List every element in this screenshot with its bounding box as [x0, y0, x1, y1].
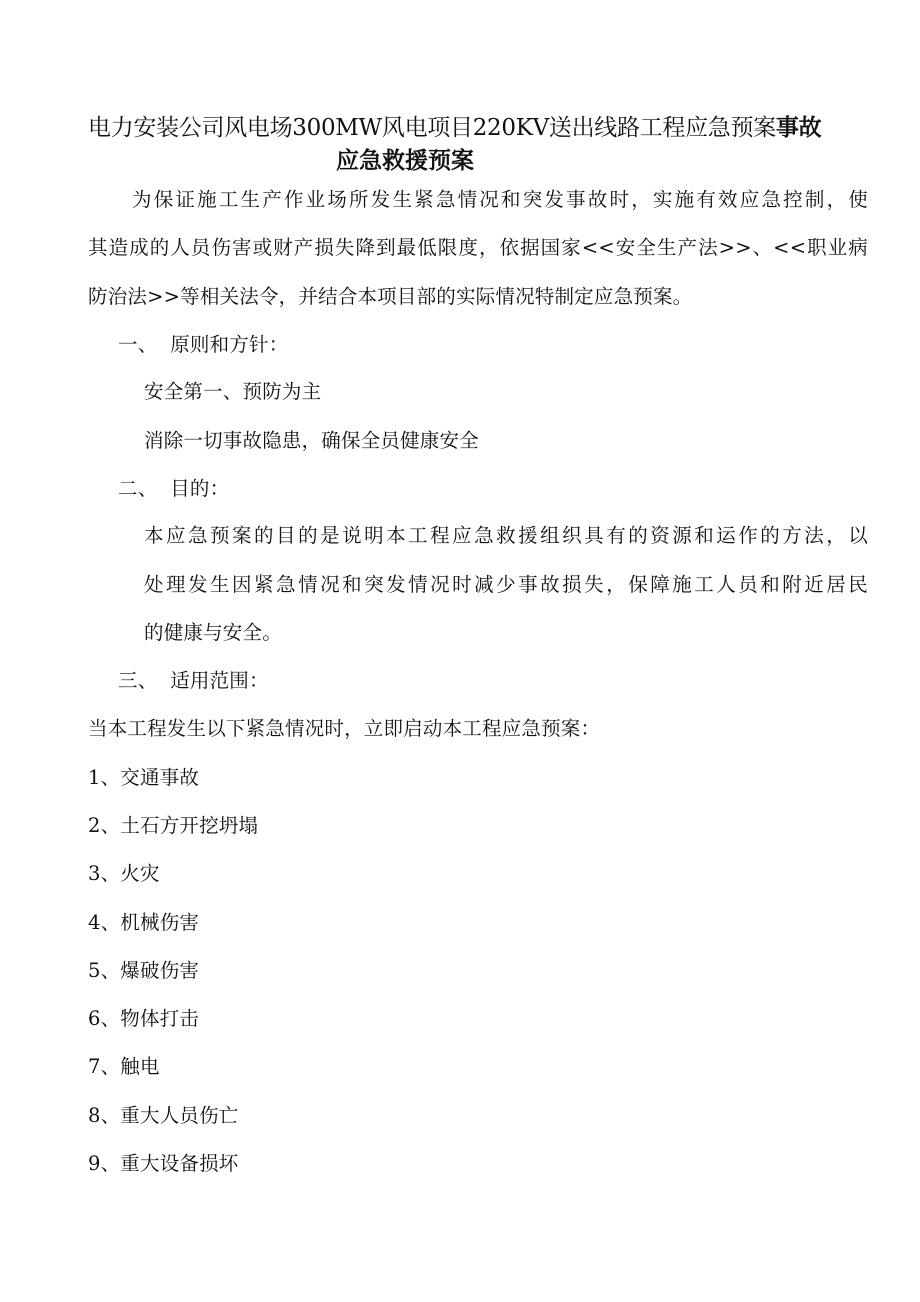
list-item: 2、土石方开挖坍塌: [88, 814, 259, 837]
section2-heading: 二、 目的：: [118, 477, 230, 500]
title-normal-text: 电力安装公司风电场300MW风电项目220KV送出线路工程应急预案: [88, 115, 776, 141]
title-bold-text: 事故: [775, 114, 822, 141]
document-title-line2: 应急救援预案: [336, 147, 474, 174]
section1-item-1: 安全第一、预防为主: [144, 380, 322, 403]
list-item: 8、重大人员伤亡: [88, 1104, 239, 1127]
section1-item-2: 消除一切事故隐患，确保全员健康安全: [144, 429, 479, 452]
list-item: 9、重大设备损坏: [88, 1152, 239, 1175]
intro-paragraph-line3: 防治法>>等相关法令，并结合本项目部的实际情况特制定应急预案。: [88, 285, 693, 308]
list-item: 3、火灾: [88, 862, 160, 885]
section2-paragraph-line2: 处理发生因紧急情况和突发情况时减少事故损失，保障施工人员和附近居民: [144, 573, 868, 596]
list-item: 6、物体打击: [88, 1007, 200, 1030]
section3-lead: 当本工程发生以下紧急情况时，立即启动本工程应急预案：: [88, 717, 601, 740]
section1-heading: 一、 原则和方针：: [118, 333, 289, 356]
intro-paragraph-line1: 为保证施工生产作业场所发生紧急情况和突发事故时，实施有效应急控制，使: [132, 188, 868, 211]
list-item: 1、交通事故: [88, 766, 200, 789]
section2-paragraph-line3: 的健康与安全。: [144, 621, 282, 644]
document-title: [88, 110, 878, 146]
list-item: 5、爆破伤害: [88, 959, 200, 982]
intro-paragraph-line2: 其造成的人员伤害或财产损失降到最低限度，依据国家<<安全生产法>>、<<职业病: [88, 236, 868, 259]
list-item: 4、机械伤害: [88, 911, 200, 934]
section3-heading: 三、 适用范围：: [118, 669, 269, 692]
section2-paragraph-line1: 本应急预案的目的是说明本工程应急救援组织具有的资源和运作的方法，以: [144, 524, 868, 547]
list-item: 7、触电: [88, 1055, 160, 1078]
